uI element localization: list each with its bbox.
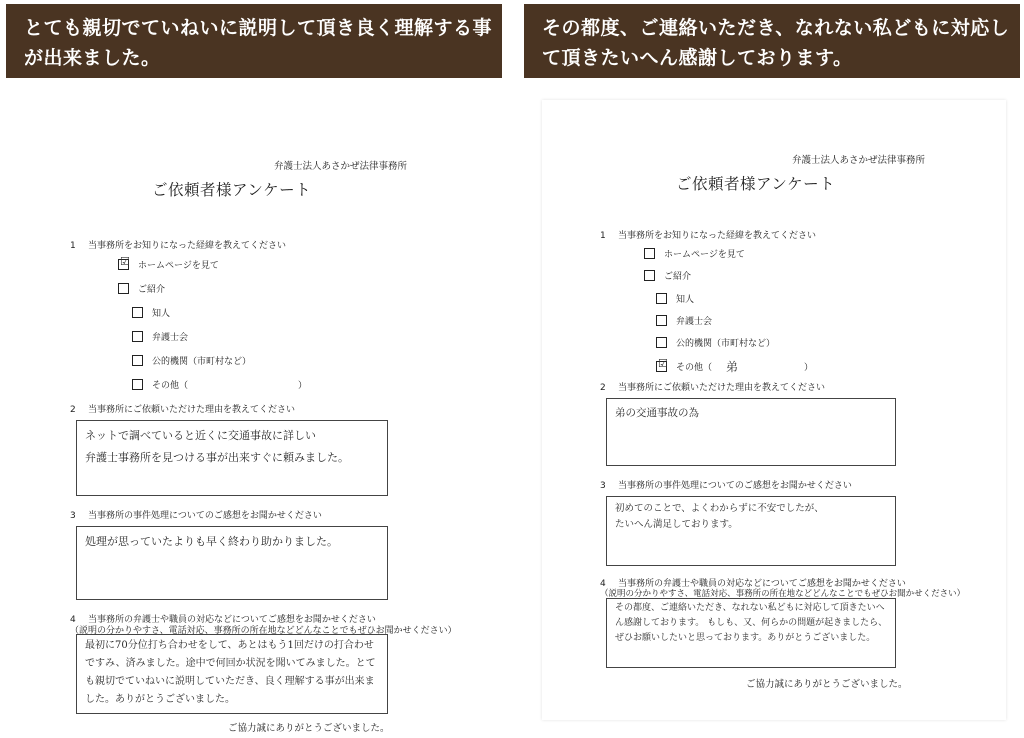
question-4: 4 当事務所の弁護士や職員の対応などについてご感想をお聞かせください (600, 579, 906, 589)
checkbox-acquaintance (656, 293, 667, 304)
option-bar: 弁護士会 (132, 330, 188, 343)
question-2: 2 当事務所にご依頼いただけた理由を教えてください (70, 405, 296, 415)
firm-name: 弁護士法人あさかぜ法律事務所 (274, 161, 408, 172)
checkbox-acquaintance (132, 307, 143, 318)
option-other: ☑ その他（ 弟 ） (658, 357, 814, 374)
checkbox-bar (656, 315, 667, 326)
question-2: 2 当事務所にご依頼いただけた理由を教えてください (600, 383, 826, 393)
answer-box-4 (76, 634, 388, 714)
option-acquaintance: 知人 (656, 292, 694, 305)
checkbox-public (132, 355, 143, 366)
option-referral: ご紹介 (118, 282, 165, 295)
question-4: 4 当事務所の弁護士や職員の対応などについてご感想をお聞かせください (70, 615, 376, 625)
thanks-text: ご協力誠にありがとうございました。 (746, 679, 908, 690)
answer-3: 処理が思っていたよりも早く終わり助かりました。 (85, 535, 338, 548)
answer-4: その都度、ご連絡いただき、なれない私どもに対応して頂きたいへん感謝しております。 もしも、又、何らかの問題が起きましたら、ぜひお願いしたいと思っております。ありがとうございました。 (615, 603, 888, 643)
thanks-text: ご協力誠にありがとうございました。 (228, 723, 390, 734)
question-3: 3 当事務所の事件処理についてのご感想をお聞かせください (600, 481, 852, 491)
checkbox-bar (132, 331, 143, 342)
option-public: 公的機関（市町村など） (132, 354, 251, 367)
checkbox-other (132, 379, 143, 390)
answer-box-3 (76, 526, 388, 600)
option-other: その他（ ） (132, 378, 307, 391)
question-1: 1 当事務所をお知りになった経緯を教えてください (70, 241, 287, 251)
answer-box-2 (606, 398, 896, 466)
question-4-note: （説明の分かりやすさ、電話対応、事務所の所在地などどんなことでもぜひお聞かせください） (600, 589, 966, 599)
answer-box-4 (606, 598, 896, 668)
answer-4: 最初に70分位打ち合わせをして、あとはもう1回だけの打合わせですみ、済みました。途中で何回か状況を聞いてみました。とても親切でていねいに説明していただき、良く理解する事が出来ました。ありがとうございました。 (85, 640, 376, 705)
survey-sheet-left (6, 100, 502, 738)
option-public: 公的機関（市町村など） (656, 336, 775, 349)
option-homepage: ☑ ホームページを見て (120, 255, 219, 271)
testimonial-banner-right: その都度、ご連絡いただき、なれない私どもに対応して頂きたいへん感謝しております。 (524, 4, 1020, 78)
checkbox-homepage: ☑ (120, 255, 130, 268)
option-homepage: ホームページを見て (644, 247, 745, 260)
answer-box-3 (606, 496, 896, 566)
checkbox-other: ☑ (658, 357, 668, 370)
question-1: 1 当事務所をお知りになった経緯を教えてください (600, 231, 817, 241)
answer-3: 初めてのことで、よくわからずに不安でしたが、 たいへん満足しております。 (615, 503, 824, 530)
checkbox-referral (118, 283, 129, 294)
question-4-note: （説明の分かりやすさ、電話対応、事務所の所在地などどんなことでもぜひお聞かせください） (70, 626, 457, 636)
checkbox-public (656, 337, 667, 348)
checkbox-homepage (644, 248, 655, 259)
option-acquaintance: 知人 (132, 306, 170, 319)
testimonial-banner-left: とても親切でていねいに説明して頂き良く理解する事が出来ました。 (6, 4, 502, 78)
question-3: 3 当事務所の事件処理についてのご感想をお聞かせください (70, 511, 322, 521)
survey-title: ご依頼者様アンケート (676, 175, 836, 193)
answer-2: ネットで調べていると近くに交通事故に詳しい 弁護士事務所を見つける事が出来すぐに頼みました。 (85, 429, 349, 464)
other-fill: 弟 (726, 360, 739, 374)
survey-title: ご依頼者様アンケート (152, 181, 312, 199)
answer-2: 弟の交通事故の為 (615, 407, 699, 419)
answer-box-2 (76, 420, 388, 496)
option-bar: 弁護士会 (656, 314, 712, 327)
firm-name: 弁護士法人あさかぜ法律事務所 (792, 155, 926, 166)
option-referral: ご紹介 (644, 269, 691, 282)
checkbox-referral (644, 270, 655, 281)
survey-sheet-right (542, 100, 1006, 720)
